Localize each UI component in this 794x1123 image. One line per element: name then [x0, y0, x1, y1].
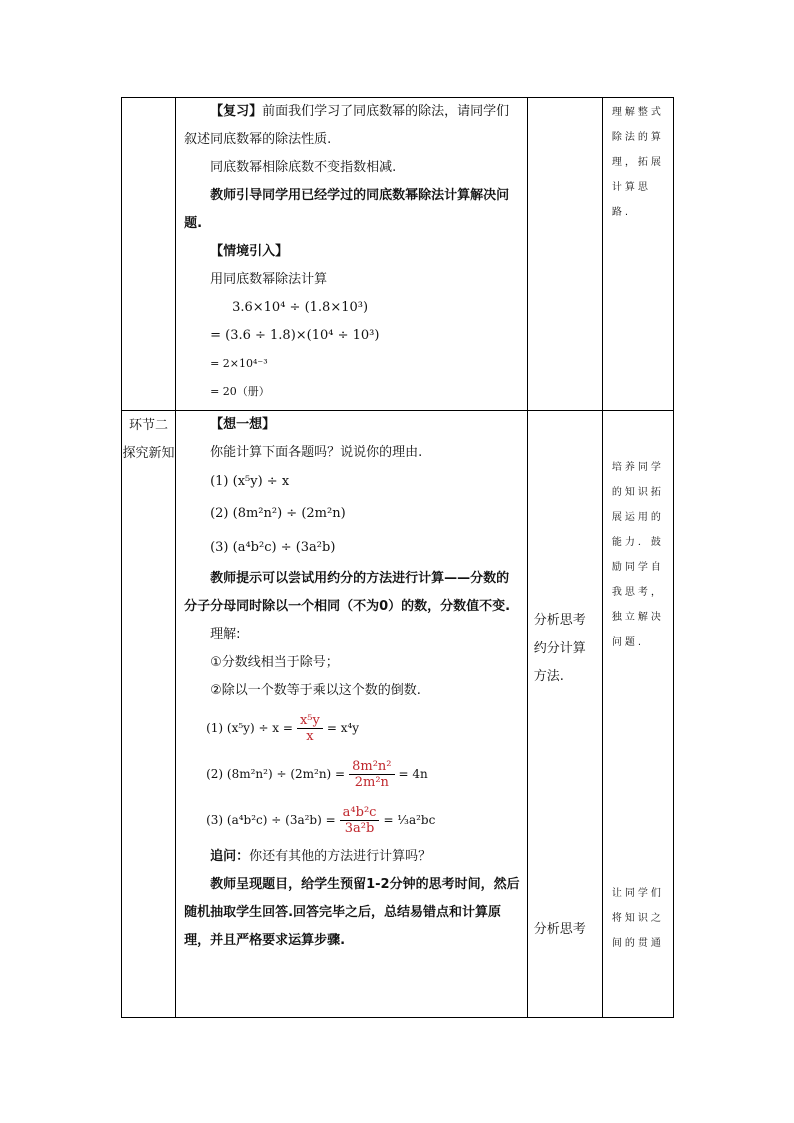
stage-label: 环节二 探究新知	[122, 418, 175, 461]
problem-1: (1) (x⁵y) ÷ x	[210, 474, 290, 489]
work-line-2: (2) (8m²n²) ÷ (2m²n) = $\frac{\text{8m²n²}}{\text{2m²n}}$ = 4n	[206, 758, 428, 790]
design-note: 理解整式除法的算理，拓展计算思路.	[611, 107, 664, 218]
work-line-1: (1) (x⁵y) ÷ x = $\frac{\text{x⁵y}}{x}$ = x⁴y	[206, 712, 360, 744]
calc-line-2: = (3.6 ÷ 1.8)×(10⁴ ÷ 10³)	[210, 328, 380, 343]
design-intent-cell	[602, 411, 673, 1018]
student-activity-1: 分析思考约分计算方法.	[533, 613, 586, 684]
followup-text: 你还有其他的方法进行计算吗？	[249, 849, 432, 864]
property-text: 同底数幂相除底数不变指数相减.	[210, 160, 397, 175]
hint-text: 教师提示可以尝试用约分的方法进行计算——分数的分子分母同时除以一个相同（不为0）的数，分数值不变.	[184, 571, 511, 614]
understand-item-2: ②除以一个数等于乘以这个数的倒数.	[210, 683, 421, 698]
understand-heading: 理解:	[210, 627, 241, 642]
calc-line-3: = 2×10⁴⁻³	[210, 357, 268, 370]
review-heading: 【复习】	[210, 104, 263, 119]
scene-heading: 【情境引入】	[210, 244, 289, 259]
work-fraction: $\frac{\text{a⁴b²c}}{\text{3a²b}}$	[340, 805, 380, 836]
student-activity-2: 分析思考	[533, 922, 586, 937]
design-note-2: 让同学们将知识之间的贯通	[611, 888, 664, 949]
stage-cell	[122, 98, 176, 411]
design-intent-cell	[602, 98, 673, 411]
review-text: 前面我们学习了同底数幂的除法，请同学们叙述同底数幂的除法性质.	[184, 104, 510, 147]
calc-line-1: 3.6×10⁴ ÷ (1.8×10³)	[232, 300, 369, 315]
work-fraction: $\frac{\text{x⁵y}}{x}$	[297, 713, 323, 744]
student-activity-cell	[527, 411, 602, 1018]
lesson-plan-table	[121, 97, 674, 1018]
work-fraction: $\frac{\text{8m²n²}}{\text{2m²n}}$	[349, 759, 394, 790]
teaching-content-cell	[176, 411, 528, 1018]
teaching-content-cell	[176, 98, 528, 411]
think-text: 你能计算下面各题吗？说说你的理由.	[210, 445, 423, 460]
calc-line-4: = 20（册）	[210, 385, 270, 398]
understand-item-1: ①分数线相当于除号；	[210, 655, 339, 670]
table-row	[122, 98, 674, 411]
think-heading: 【想一想】	[210, 417, 276, 432]
scene-text: 用同底数幂除法计算	[210, 272, 328, 287]
stage-cell	[122, 411, 176, 1018]
problem-2: (2) (8m²n²) ÷ (2m²n)	[210, 506, 346, 521]
design-note-1: 培养同学的知识拓展运用的能力．鼓励同学自我思考，独立解决问题.	[611, 462, 664, 648]
problem-3: (3) (a⁴b²c) ÷ (3a²b)	[210, 540, 336, 555]
table-row	[122, 411, 674, 1018]
student-activity-cell	[527, 98, 602, 411]
teacher-guide-text: 教师引导同学用已经学过的同底数幂除法计算解决问题.	[184, 188, 510, 231]
teacher-present-text: 教师呈现题目，给学生预留1-2分钟的思考时间，然后随机抽取学生回答.回答完毕之后，总结易错点和计算原理，并且严格要求运算步骤.	[184, 877, 520, 948]
work-line-3: (3) (a⁴b²c) ÷ (3a²b) = $\frac{\text{a⁴b²c}}{\text{3a²b}}$ = ⅓a²bc	[206, 804, 436, 836]
followup-heading: 追问：	[210, 849, 250, 864]
